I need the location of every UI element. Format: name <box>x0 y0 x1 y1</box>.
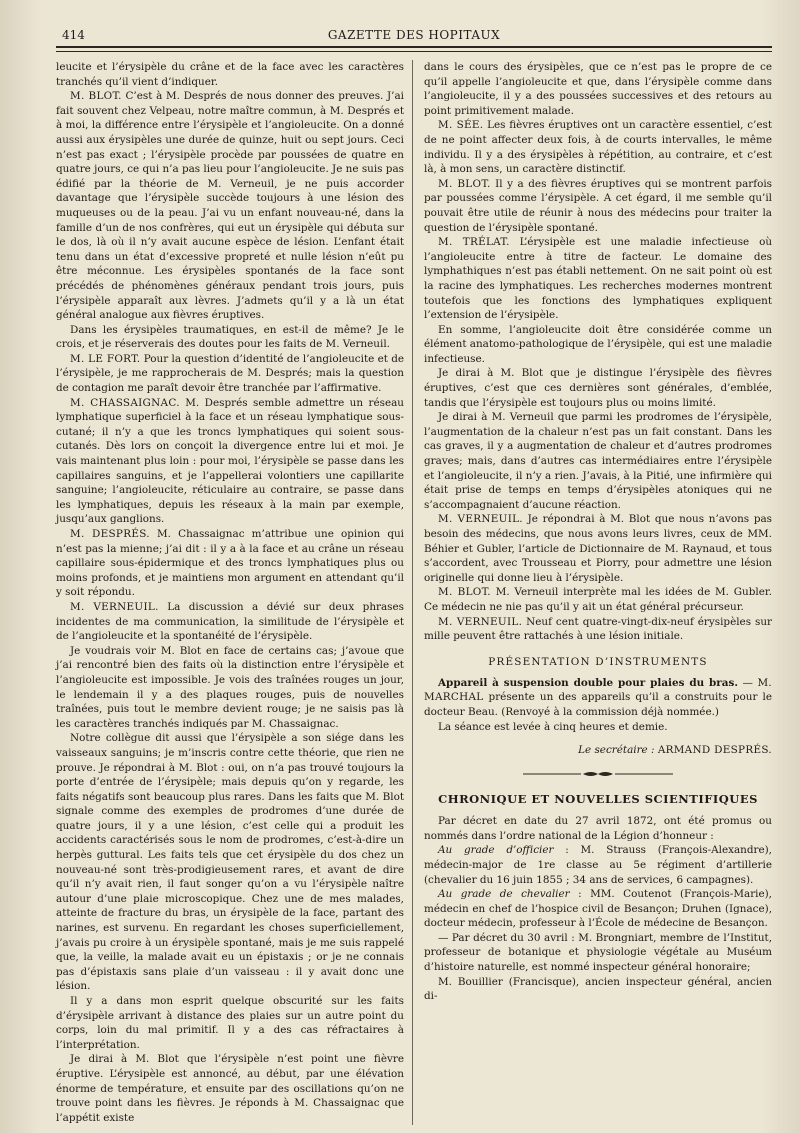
discussion-continuation <box>424 60 772 644</box>
paragraph-text: Dans les érysipèles traumatiques, en est-il de même? Je le crois, et je réserverais des doutes pour les faits de M. Verneuil. <box>56 323 404 351</box>
paragraph <box>56 1052 404 1125</box>
page-number: 414 <box>62 28 85 42</box>
paragraph <box>424 843 772 887</box>
paragraph <box>56 323 404 352</box>
paragraph <box>424 887 772 931</box>
speaker-name: M. SÉE. <box>438 119 484 132</box>
paragraph-text: M. Verneuil interprète mal les idées de M. Gubler. Ce médecin ne nie pas qu’il y ait un état général précurseur. <box>424 586 773 613</box>
paragraph-text: C’est à M. Després de nous donner des preuves. J’ai fait souvent chez Velpeau, notre maître commun, à M. Després et à moi, la différence entre l’érysipèle et l’angioleucite. On a donné aussi aux érysipèles une durée de quinze, huit ou sept jours. Ceci n’est pas exact ; l’érysipèle procède par poussées de quatre en quatre jours, ce qui n’a pas lieu pour l’angioleucite. Je ne suis pas édifié par la théorie de M. Verneuil, je ne puis accorder davantage que l’érysipèle succède toujours à une lésion des muqueuses ou de la peau. J’ai vu un enfant nouveau-né, dans la famille d’un de nos confrères, qui eut un érysipèle qui débuta sur le dos, là où il n’y avait aucune espèce de lésion. L’enfant était tenu dans un état d’excessive propreté et nulle lésion n’eût pu être méconnue. Les érysipèles spontanés de la face sont précédés de phénomènes généraux pendant trois jours, puis l’érysipèle apparaît aux lèvres. J’admets qu’il y a là un état général analogue aux fièvres éruptives. <box>56 90 405 322</box>
page-header <box>56 22 772 44</box>
paragraph-text: Pour la question d’identité de l’angioleucite et de l’érysipèle, je me rapprocherais de M. Després; mais la question de contagion me paraît devoir être tranchée par l’affirmative. <box>56 352 404 395</box>
item-title: Appareil à suspension double pour plaies du bras. <box>438 676 738 689</box>
header-rule <box>56 46 772 52</box>
paragraph <box>424 410 772 512</box>
speaker-name: M. MARCHAL <box>424 676 772 704</box>
paragraph-text: Je voudrais voir M. Blot en face de certains cas; j’avoue que j’ai rencontré bien des faits où la distinction entre l’érysipèle et l’angioleucite est impossible. Je vois des traînées rouges un jour, le lendemain il y a des plaques rouges, puis de nouvelles traînées, puis tout le membre devient rouge; je ne saisis pas là les caractères tranchés indiqués par M. Chassaignac. <box>56 644 404 730</box>
paragraph-text: Notre collègue dit aussi que l’érysipèle a son siége dans les vaisseaux sanguins; je m’inscris contre cette théorie, que rien ne prouve. Je répondrai à M. Blot : oui, on n’a pas trouvé toujours la porte d’entrée de l’érysipèle; mais depuis qu’on y regarde, les faits négatifs sont beaucoup plus rares. Dans les faits que M. Blot signale comme des exemples de prodromes d’une durée de quatre jours, il y a une lésion, c’est celle qui a produit les accidents caractérisés sous le nom de prodromes, c’est-à-dire un herpès guttural. Les faits tels que cet érysipèle du dos chez un nouveau-né sont très-prodigieusement rares, et avant de dire qu’il n’y avait rien, il faut songer qu’on a vu l’érysipèle naître autour d’une plaie microscopique. Chez une de mes malades, atteinte de fracture du bras, un érysipèle de la face, partant des narines, est survenu. En regardant les choses superficiellement, j’avais pu croire à un érysipèle spontané, mais je me suis rappelé que, la veille, la malade avait eu un épistaxis ; or je ne connais pas d’épistaxis sans plaie d’un vaisseau : il y avait donc une lésion. <box>56 732 404 993</box>
paragraph-text: M. Chassaignac m’attribue une opinion qui n’est pas la mienne; j’ai dit : il y a à la face et au crâne un réseau capillaire sous-épidermique et des troncs lymphatiques plus ou moins profonds, et je maintiens mon argument en attendant qu’il y soit répondu. <box>56 528 405 599</box>
paragraph-text: : M. Strauss (François-Alexandre), médecin-major de 1re classe au 5e régiment d’artillerie (chevalier du 16 juin 1855 ; 34 ans de services, 6 campagnes). <box>424 844 772 886</box>
chronique-body <box>424 814 772 1004</box>
paragraph <box>56 600 404 644</box>
paragraph-text: Je répondrai à M. Blot que nous n’avons pas besoin des médecins, que nous avons leurs livres, ceux de MM. Béhier et Gubler, l’article de Dictionnaire de M. Raynaud, et tous s’accordent, avec Trousseau et Piorry, pour admettre une lésion originelle qui donne lieu à l’érysipèle. <box>424 513 773 584</box>
paragraph-text: L’érysipèle est une maladie infectieuse où l’angioleucite entre à titre de facteur. Le domaine des lymphathiques n’est pas établi nettement. On ne sait point où est la racine des lymphatiques. Les recherches modernes montrent toutefois que les fonctions des lymphatiques expliquent l’extension de l’érysipèle. <box>424 236 773 322</box>
paragraph <box>56 731 404 994</box>
speaker-name: M. BLOT. <box>438 177 491 190</box>
paragraph-text: En somme, l’angioleucite doit être considérée comme un élément anatomo-pathologique de l’érysipèle, qui est une maladie infectieuse. <box>424 323 772 365</box>
paragraph-text: La discussion a dévié sur deux phrases incidentes de ma communication, la similitude de l’érysipèle et de l’angioleucite et la spontanéité de l’érysipèle. <box>56 600 404 643</box>
paragraph <box>56 994 404 1052</box>
paragraph <box>424 975 772 1004</box>
right-column <box>422 60 772 1125</box>
ornament-divider <box>523 770 673 778</box>
paragraph <box>424 177 772 235</box>
paragraph <box>56 644 404 732</box>
paragraph-text: — Par décret du 30 avril : M. Brongniart, membre de l’Institut, professeur de botanique et physiologie végétale au Muséum d’histoire naturelle, est nommé inspecteur général honoraire; <box>424 931 772 974</box>
grade-label: Au grade d’officier <box>438 844 554 857</box>
journal-title: GAZETTE DES HOPITAUX <box>327 28 501 42</box>
presentation-body <box>424 676 772 734</box>
speaker-name: M. VERNEUIL. <box>70 600 159 613</box>
paragraph <box>424 512 772 585</box>
paragraph <box>424 60 772 118</box>
speaker-name: M. LE FORT. <box>70 352 141 365</box>
paragraph <box>56 89 404 323</box>
paragraph-text: Je dirai à M. Blot que je distingue l’érysipèle des fièvres éruptives, c’est que ces dernières sont générales, d’emblée, tandis que l’érysipèle est toujours plus ou moins limité. <box>424 367 772 409</box>
paragraph-text: Les fièvres éruptives ont un caractère essentiel, c’est de ne point affecter deux fois, à de courts intervalles, le même individu. Il y a des érysipèles à répétition, au contraire, et c’est là, à mon sens, un caractère distinctif. <box>424 119 772 176</box>
paragraph-text: présente un des appareils qu’il a construits pour le docteur Beau. (Renvoyé à la commission déjà nommée.) <box>424 691 772 718</box>
paragraph-text: Je dirai à M. Verneuil que parmi les prodromes de l’érysipèle, l’augmentation de la chaleur n’est pas un fait constant. Dans les cas graves, il y a augmentation de chaleur et d’autres prodromes graves; mais, dans d’autres cas intermédiaires entre l’érysipèle et l’angioleucite, il n’y a rien. J’avais, à la Pitié, une infirmière qui était prise de temps en temps d’érysipèles atoniques qui ne s’accompagnaient d’aucune réaction. <box>424 411 772 511</box>
paragraph <box>424 676 772 720</box>
speaker-name: M. BLOT. <box>438 586 491 599</box>
secretary-signature <box>424 744 772 756</box>
speaker-name: M. TRÉLAT. <box>438 236 510 249</box>
paragraph-text: : MM. Coutenot (François-Marie), médecin en chef de l’hospice civil de Besançon; Druhen (Ignace), docteur médecin, professeur à l’École de médecine de Besançon. <box>424 888 772 930</box>
speaker-name: M. VERNEUIL. <box>438 615 523 628</box>
signature-label: Le secrétaire : <box>578 744 658 757</box>
paragraph <box>56 396 404 527</box>
paragraph <box>424 323 772 367</box>
paragraph <box>424 720 772 735</box>
paragraph-text: La séance est levée à cinq heures et demie. <box>438 720 668 733</box>
paragraph-text: dans le cours des érysipèles, que ce n’est pas le propre de ce qu’il appelle l’angioleucite et que, dans l’érysipèle comme dans l’angioleucite, il y a des poussées successives et des retours au point primitivement malade. <box>424 61 772 117</box>
grade-label: Au grade de chevalier <box>438 888 570 901</box>
left-column <box>56 60 413 1125</box>
paragraph-text: Il y a des fièvres éruptives qui se montrent parfois par poussées comme l’érysipèle. A cet égard, il me semble qu’il pouvait être utile de réunir à nous des médecins pour traiter la question de l’érysipèle spontané. <box>424 177 772 234</box>
paragraph <box>424 118 772 176</box>
paragraph <box>424 615 772 644</box>
paragraph <box>56 527 404 600</box>
paragraph-text: Il y a dans mon esprit quelque obscurité sur les faits d’érysipèle arrivant à distance des plaies sur un autre point du corps, loin du mal primitif. Il y a des cas réfractaires à l’interprétation. <box>56 995 404 1051</box>
paragraph-text: M. Bouillier (Francisque), ancien inspecteur général, ancien di- <box>424 975 772 1003</box>
paragraph-text: — <box>737 676 758 689</box>
paragraph-text: Je dirai à M. Blot que l’érysipèle n’est point une fièvre éruptive. L’érysipèle est annoncé, au début, par une élévation énorme de température, et ensuite par des oscillations qu’on ne trouve point dans les fièvres. Je réponds à M. Chassaignac que l’appétit existe <box>56 1053 404 1124</box>
presentation-section-title: PRÉSENTATION D’INSTRUMENTS <box>488 655 708 668</box>
paragraph <box>56 352 404 396</box>
chronique-title: CHRONIQUE ET NOUVELLES SCIENTIFIQUES <box>438 792 758 807</box>
speaker-name: M. CHASSAIGNAC. <box>70 396 180 409</box>
paragraph-text: Neuf cent quatre-vingt-dix-neuf érysipèles sur mille peuvent être rattachés à une lésion initiale. <box>424 615 772 643</box>
speaker-name: M. BLOT. <box>70 90 122 103</box>
paragraph <box>56 60 404 89</box>
speaker-name: M. VERNEUIL. <box>438 513 523 526</box>
paragraph <box>424 814 772 843</box>
paragraph-text: leucite et l’érysipèle du crâne et de la face avec les caractères tranchés qu’il vient d’indiquer. <box>56 61 404 88</box>
signature-name: ARMAND DESPRÉS. <box>657 744 772 757</box>
speaker-name: M. DESPRÉS. <box>70 528 150 540</box>
paragraph <box>424 931 772 975</box>
paragraph <box>424 235 772 323</box>
paragraph-text: Par décret en date du 27 avril 1872, ont été promus ou nommés dans l’ordre national de la Légion d’honneur : <box>424 815 772 842</box>
paragraph <box>424 585 772 614</box>
columns <box>56 60 772 1125</box>
paragraph-text: M. Després semble admettre un réseau lymphatique superficiel à la face et un réseau lymphatique sous-cutané; il n’y a que les troncs lymphatiques qui soient sous-cutanés. Dès lors on conçoit la divergence entre lui et moi. Je vais maintenant plus loin : pour moi, l’érysipèle se passe dans les capillaires sanguins, et je l’appellerai volontiers une capillarite sanguine; l’angioleucite, réticulaire au contraire, se passe dans les lymphatiques, depuis les réseaux à la main par exemple, jusqu’aux ganglions. <box>56 396 404 526</box>
paragraph <box>424 366 772 410</box>
